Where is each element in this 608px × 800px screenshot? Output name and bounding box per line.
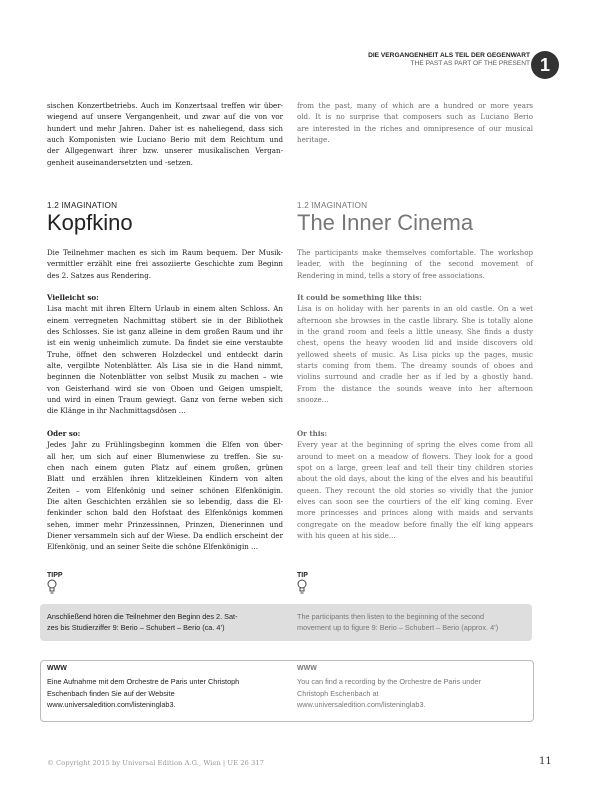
- top-paragraph-en: [297, 100, 533, 145]
- section-header-en: [297, 201, 473, 236]
- option2-text-en: [297, 439, 533, 541]
- text-line: zes bis Studierziffer 9: Berio – Schubert – Berio (ca. 4’): [47, 623, 225, 633]
- option2-text-de: [47, 439, 283, 552]
- option1-text-de: [47, 303, 283, 416]
- tip-text-de: [47, 611, 285, 633]
- text-line: Eschenbach finden Sie auf der Website: [47, 688, 175, 698]
- text-line: Every year at the beginning of spring the elves come from all: [297, 440, 533, 450]
- text-line: Lisa is on holiday with her parents in an old castle. On a wet: [297, 304, 533, 314]
- text-line: violins surround and cradle her as if led by a ghostly hand.: [297, 372, 533, 382]
- text-line: Elfenkönig, und an seiner Seite die schöne Elfenkönigin …: [47, 542, 259, 552]
- option1-de: [47, 292, 283, 417]
- www-text-en: [297, 676, 533, 711]
- section-title-de: Kopfkino: [47, 210, 133, 235]
- text-line: heritage.: [297, 135, 330, 145]
- text-line: leader, with the beginning of the second movement of: [297, 259, 533, 269]
- text-line: des Schlosses. Sie ist ganz alleine in dem großen Raum und ihr: [47, 327, 283, 337]
- text-line: about the old days, about the king of the elves and his beautiful: [297, 474, 533, 484]
- option1-text-en: [297, 303, 533, 405]
- text-line: movement up to figure 9: Berio – Schubert – Berio (approx. 4’): [297, 623, 499, 633]
- text-line: snooze…: [297, 395, 329, 405]
- tip-header-en: [297, 572, 308, 599]
- text-line: Christoph Eschenbach at: [297, 688, 379, 698]
- text-line: in the grand room and feels a little uneasy. She finds a dusty: [297, 327, 533, 337]
- text-line: hundert und mehr Jahren. Daher ist es naheliegend, dass sich: [47, 123, 283, 133]
- www-block-en: [297, 665, 533, 711]
- www-label-en: WWW: [297, 665, 317, 672]
- top-paragraph-de: [47, 100, 283, 168]
- text-line: Jedes Jahr zu Frühlingsbeginn kommen die Elfen von über-: [47, 440, 283, 450]
- text-line: fenkinder schon bald den Hofstaat des Elfenkönigs kommen: [47, 508, 283, 518]
- text-line: From the distance the sounds weave into her afternoon: [297, 383, 533, 393]
- text-line: all her, um sich auf einer Blumenwiese zu treffen. Sie su-: [47, 451, 283, 461]
- lightbulb-icon: [47, 579, 57, 595]
- www-text-de: [47, 676, 283, 711]
- page-number: 11: [539, 756, 552, 767]
- text-line: Die alten Geschichten erzählen sie so lebendig, dass die El-: [47, 497, 283, 507]
- text-line: Blatt und erzählen ihren klitzekleinen Kindern von alten: [47, 474, 283, 484]
- text-line: www.universaledition.com/listeninglab3.: [47, 700, 176, 710]
- tip-header-de: [47, 572, 63, 599]
- running-header: [368, 52, 530, 68]
- text-line: Rendering in mind, tells a story of free associations.: [297, 270, 485, 280]
- text-line: Eine Aufnahme mit dem Orchestre de Paris unter Christoph: [47, 677, 240, 686]
- option2-label-de: Oder so:: [47, 429, 81, 438]
- text-line: elves can soon see the courtiers of the elf king coming. Ever: [297, 497, 533, 507]
- option2-de: [47, 428, 283, 553]
- text-line: The participants then listen to the beginning of the second: [297, 612, 485, 621]
- text-line: vermittler erzählt eine frei assoziierte Geschichte zum Beginn: [47, 259, 283, 269]
- option2-en: [297, 428, 533, 541]
- text-line: www.universaledition.com/listeninglab3.: [297, 700, 426, 710]
- intro-en: [297, 247, 533, 281]
- text-line: einem verregneten Nachmittag stöbert sie in der Bibliothek: [47, 315, 283, 325]
- text-line: sehen, immer mehr Prinzessinnen, Prinzen, Dienerinnen und: [47, 519, 283, 529]
- text-line: old. It is no surprise that composers such as Luciano Berio: [297, 112, 533, 122]
- option1-label-en: It could be something like this:: [297, 293, 422, 302]
- option1-en: [297, 292, 533, 405]
- copyright: © Copyright 2015 by Universal Edition A.G., Wien | UE 26 317: [47, 759, 265, 767]
- text-line: chest, opens the heavy wooden lid and inside discovers old: [297, 338, 533, 348]
- intro-de: [47, 247, 283, 281]
- section-label-en: 1.2 IMAGINATION: [297, 201, 368, 210]
- text-line: You can find a recording by the Orchestre de Paris under: [297, 677, 481, 686]
- header-title-de: DIE VERGANGENHEIT ALS TEIL DER GEGENWART: [368, 52, 530, 59]
- text-line: der Allgegenwart ihrer bzw. unserer musikalischen Vergan-: [47, 146, 283, 156]
- text-line: wiegend auf unsere Vergangenheit, und zwar auf die von vor: [47, 112, 283, 122]
- text-line: Lisa macht mit ihren Eltern Urlaub in einem alten Schloss. An: [47, 304, 283, 314]
- text-line: more princesses and princes along with maids and servants: [297, 508, 533, 518]
- text-line: yellowed sheets of music. As Lisa picks up the pages, music: [297, 349, 533, 359]
- www-label-de: WWW: [47, 665, 67, 672]
- section-header-de: [47, 201, 133, 236]
- text-line: von Geisterhand wird sie von Oboen und Geigen umspielt,: [47, 383, 283, 393]
- text-line: spot on a large, green leaf and tell their tiny children stories: [297, 463, 533, 473]
- www-block-de: [47, 665, 283, 711]
- text-line: Truhe, öffnet den schweren Holzdeckel und entdeckt darin: [47, 349, 283, 359]
- header-title-en: THE PAST AS PART OF THE PRESENT: [410, 60, 530, 67]
- text-line: alte, vergilbte Notenblätter. Als Lisa sie in die Hand nimmt,: [47, 361, 283, 371]
- text-line: queen. They recount the old stories so vividly that the junior: [297, 485, 533, 495]
- tip-text-en: [297, 611, 535, 633]
- tip-label-de: TIPP: [47, 572, 63, 579]
- text-line: The participants make themselves comfortable. The workshop: [297, 248, 533, 257]
- text-line: sischen Konzertbetriebs. Auch im Konzertsaal treffen wir über-: [47, 101, 283, 110]
- tip-label-en: TIP: [297, 572, 308, 579]
- text-line: Diener versammeln sich auf der Wiese. Da endlich erscheint der: [47, 531, 283, 541]
- text-line: starts coming from them. The dreamy sounds of oboes and: [297, 361, 533, 371]
- option2-label-en: Or this:: [297, 429, 328, 438]
- text-line: with his queen at his side…: [297, 531, 396, 541]
- lightbulb-icon: [297, 579, 307, 595]
- text-line: are interested in the riches and omnipresence of our musical: [297, 123, 533, 133]
- text-line: Zeiten – vom Elfenkönig und seiner schönen Elfenkönigin.: [47, 485, 283, 495]
- text-line: auch Komponisten wie Luciano Berio mit dem Reichtum und: [47, 135, 283, 145]
- text-line: Anschließend hören die Teilnehmer den Beginn des 2. Sat-: [47, 612, 238, 621]
- option1-label-de: Vielleicht so:: [47, 293, 99, 302]
- text-line: die Klänge in ihr Nachmittagsdösen …: [47, 406, 186, 416]
- text-line: around to meet on a meadow of flowers. They look for a good: [297, 451, 533, 461]
- text-line: und wird in einen Traum gewiegt. Ganz von ferne weben sich: [47, 395, 283, 405]
- section-label-de: 1.2 IMAGINATION: [47, 201, 118, 210]
- chapter-badge: 1: [531, 51, 559, 79]
- section-title-en: The Inner Cinema: [297, 210, 474, 235]
- text-line: afternoon she browses in the castle library. She is totally alone: [297, 315, 533, 325]
- text-line: Die Teilnehmer machen es sich im Raum bequem. Der Musik-: [47, 248, 283, 257]
- text-line: genheit auseinandersetzten und -setzen.: [47, 157, 193, 167]
- text-line: from the past, many of which are a hundred or more years: [297, 101, 533, 110]
- text-line: des 2. Satzes aus Rendering.: [47, 270, 151, 280]
- text-line: chen nach einem guten Platz auf einem großen, grünen: [47, 463, 283, 473]
- text-line: beginnen die Notenblätter von selbst Musik zu machen – wie: [47, 372, 283, 382]
- text-line: ist ein wenig unheimlich zumute. Da findet sie eine verstaubte: [47, 338, 283, 348]
- text-line: congregate on the meadow before finally the elf king appears: [297, 519, 533, 529]
